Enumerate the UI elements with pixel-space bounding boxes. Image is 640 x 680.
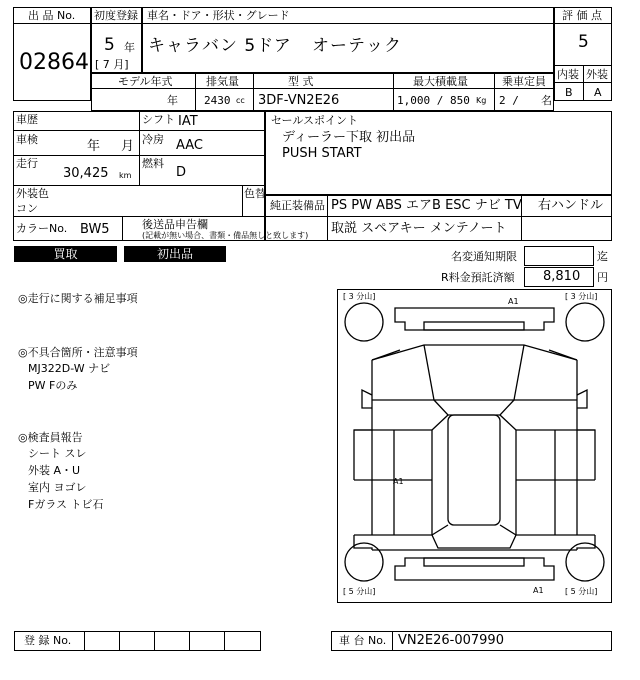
tire-rear-left: [ 5 分山] [343, 587, 376, 596]
model-year-label: モデル年式 [118, 75, 173, 88]
lot-number: 02864 [19, 50, 89, 75]
supplement-title: ◎走行に関する補足事項 [18, 292, 138, 305]
sales-point-label: セールスポイント [271, 114, 359, 127]
left-side-damage-mark: A1 [393, 477, 404, 486]
report-line-4: Fガラス トビ石 [28, 498, 104, 511]
chassis-number-label: 車 台 No. [339, 634, 387, 647]
report-line-3: 室内 ヨゴレ [28, 481, 87, 494]
recycle-fee-label: R料金預託済額 [441, 271, 515, 284]
overall-score: 5 [578, 32, 589, 52]
car-name: キャラバン 5ドア [148, 36, 292, 56]
exterior-grade: A [594, 86, 602, 99]
capacity-unit: 名 [541, 94, 552, 107]
capacity-value: 2 / [499, 94, 519, 107]
name-change-deadline-field [524, 246, 594, 266]
inspection-label: 車検 [16, 133, 38, 146]
exterior-color-label: 外装色 [16, 187, 49, 200]
first-registration-month: [ 7 月] [95, 58, 129, 71]
displacement-label: 排気量 [206, 75, 239, 88]
sales-point-line-2: PUSH START [282, 146, 362, 161]
tire-front-right: [ 3 分山] [565, 292, 598, 301]
car-outline-drawing [338, 290, 611, 602]
max-load-value: 1,000 / 850 [397, 94, 470, 107]
postal-items-note: (記載が無い場合、書類・備品無しと致します) [142, 231, 309, 240]
capacity-label: 乗車定員 [502, 75, 546, 88]
mileage-value: 30,425 [63, 166, 109, 181]
registration-number-label: 登 録 No. [24, 634, 72, 647]
mileage-label: 走行 [16, 157, 38, 170]
postal-items-label: 後送品申告欄 [142, 218, 208, 231]
score-label: 評 価 点 [562, 9, 602, 22]
defects-title: ◎不具合箇所・注意事項 [18, 346, 138, 359]
recycle-fee-value: 8,810 [543, 269, 581, 284]
tire-rear-right: [ 5 分山] [565, 587, 598, 596]
model-type: 3DF-VN2E26 [258, 93, 340, 108]
exterior-grade-label: 外装 [586, 68, 608, 81]
fuel-value: D [176, 165, 187, 180]
interior-grade: B [565, 86, 573, 99]
report-line-1: シート スレ [28, 447, 87, 460]
inspection-month-unit: 月 [121, 139, 135, 154]
displacement-unit: cc [236, 96, 245, 105]
buy-badge: 買取 [14, 246, 117, 262]
defect-line-1: MJ322D-W ナビ [28, 362, 111, 375]
interior-grade-label: 内装 [557, 68, 579, 81]
first-registration-year: 5 [104, 35, 115, 55]
shift-label: シフト [142, 113, 175, 126]
year-unit: 年 [124, 41, 135, 54]
recycle-fee-unit: 円 [597, 271, 608, 284]
defect-line-2: PW Fのみ [28, 379, 78, 392]
mileage-unit: km [119, 171, 132, 180]
tire-front-left: [ 3 分山] [343, 292, 376, 301]
max-load-unit: Kg [476, 96, 487, 105]
front-bumper-damage-mark: A1 [508, 297, 519, 306]
ac-label: 冷房 [142, 133, 164, 146]
name-change-deadline-unit: 迄 [597, 250, 608, 263]
first-registration-label: 初度登録 [94, 9, 138, 22]
steering-side: 右ハンドル [538, 198, 604, 213]
car-name-label: 車名・ドア・形状・グレード [147, 9, 290, 22]
max-load-label: 最大積載量 [413, 75, 468, 88]
color-no-value: BW5 [80, 222, 110, 237]
fuel-label: 燃料 [142, 157, 164, 170]
name-change-deadline-label: 名変通知期限 [451, 250, 517, 263]
ac-value: AAC [176, 138, 203, 153]
chassis-number: VN2E26-007990 [398, 633, 504, 648]
shift-value: IAT [178, 114, 198, 129]
equipment-list: PS PW ABS エアB ESC ナビ TV [331, 198, 522, 213]
report-line-2: 外装 A・U [28, 464, 81, 477]
repaint-label: 色替 [244, 187, 266, 200]
model-year-unit: 年 [167, 94, 178, 107]
lot-number-label: 出 品 No. [28, 9, 76, 22]
exterior-color-value: コン [16, 202, 38, 215]
first-listing-badge: 初出品 [124, 246, 226, 262]
car-damage-diagram [337, 289, 612, 603]
model-type-label: 型 式 [288, 75, 314, 88]
inspection-year-unit: 年 [87, 139, 101, 154]
sales-point-line-1: ディーラー下取 初出品 [282, 130, 416, 145]
manual-items: 取説 スペアキー メンテノート [331, 221, 507, 236]
displacement-value: 2430 [204, 94, 231, 107]
car-grade: オーテック [312, 36, 402, 56]
equipment-label: 純正装備品 [270, 199, 325, 212]
color-no-label: カラーNo. [16, 222, 68, 235]
history-label: 車歴 [16, 113, 38, 126]
inspector-report-title: ◎検査員報告 [18, 431, 83, 444]
rear-bumper-damage-mark: A1 [533, 586, 544, 595]
